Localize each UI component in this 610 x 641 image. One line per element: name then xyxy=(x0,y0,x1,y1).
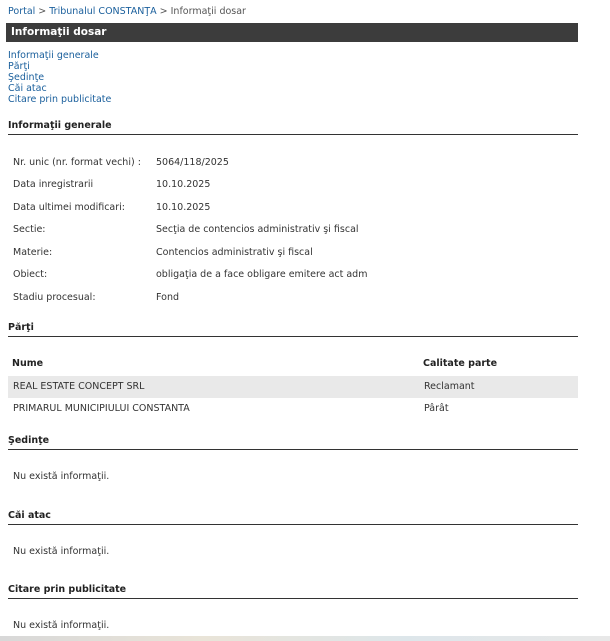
breadcrumb-court-link[interactable]: Tribunalul CONSTANŢA xyxy=(49,6,157,17)
parti-table-header xyxy=(8,356,578,374)
info-value: obligaţia de a face obligare emitere act adm xyxy=(156,269,368,280)
info-row xyxy=(13,157,229,168)
breadcrumb-current: Informaţii dosar xyxy=(170,6,246,17)
info-value: Contencios administrativ şi fiscal xyxy=(156,247,313,258)
sedinte-empty-message: Nu există informaţii. xyxy=(13,471,110,482)
nav-link-cai-atac[interactable]: Căi atac xyxy=(8,83,47,94)
nav-link-sedinte[interactable]: Şedinţe xyxy=(8,72,45,83)
section-nav xyxy=(8,50,111,105)
info-row xyxy=(13,224,359,235)
nav-link-citare[interactable]: Citare prin publicitate xyxy=(8,94,112,105)
info-value: Fond xyxy=(156,292,179,303)
party-name: REAL ESTATE CONCEPT SRL xyxy=(13,381,145,392)
info-label: Materie: xyxy=(13,247,53,258)
info-label: Sectie: xyxy=(13,224,46,235)
column-header-calitate: Calitate parte xyxy=(423,358,498,369)
info-value: 10.10.2025 xyxy=(156,202,211,213)
column-header-nume: Nume xyxy=(12,358,44,369)
info-row xyxy=(13,202,210,213)
nav-link-informatii-generale[interactable]: Informaţii generale xyxy=(8,50,99,61)
breadcrumb-separator: > xyxy=(159,6,168,17)
info-row xyxy=(13,292,179,303)
info-label: Stadiu procesual: xyxy=(13,292,96,303)
info-label: Data ultimei modificari: xyxy=(13,202,125,213)
cai-atac-empty-message: Nu există informaţii. xyxy=(13,546,110,557)
breadcrumb xyxy=(8,6,246,17)
section-heading-parti: Părţi xyxy=(8,322,578,337)
citare-empty-message: Nu există informaţii. xyxy=(13,620,110,631)
info-value: 10.10.2025 xyxy=(156,179,211,190)
info-row xyxy=(13,179,210,190)
section-heading-citare: Citare prin publicitate xyxy=(8,584,578,599)
party-role: Reclamant xyxy=(424,381,475,392)
nav-link-parti[interactable]: Părţi xyxy=(8,61,30,72)
info-value: 5064/118/2025 xyxy=(156,157,229,168)
party-name: PRIMARUL MUNICIPIULUI CONSTANTA xyxy=(13,403,190,414)
section-heading-general: Informaţii generale xyxy=(8,120,578,135)
info-row xyxy=(13,269,367,280)
info-row xyxy=(13,247,313,258)
info-value: Secţia de contencios administrativ şi fiscal xyxy=(156,224,359,235)
info-label: Nr. unic (nr. format vechi) : xyxy=(13,157,141,168)
info-label: Obiect: xyxy=(13,269,48,280)
table-row xyxy=(8,376,578,398)
page-title: Informaţii dosar xyxy=(6,23,578,42)
table-row xyxy=(8,398,578,420)
party-role: Pârât xyxy=(424,403,449,414)
bottom-strip xyxy=(0,636,610,641)
section-heading-cai-atac: Căi atac xyxy=(8,510,578,525)
breadcrumb-portal-link[interactable]: Portal xyxy=(8,6,36,17)
section-heading-sedinte: Şedinţe xyxy=(8,435,578,450)
breadcrumb-separator: > xyxy=(38,6,47,17)
info-label: Data inregistrarii xyxy=(13,179,94,190)
